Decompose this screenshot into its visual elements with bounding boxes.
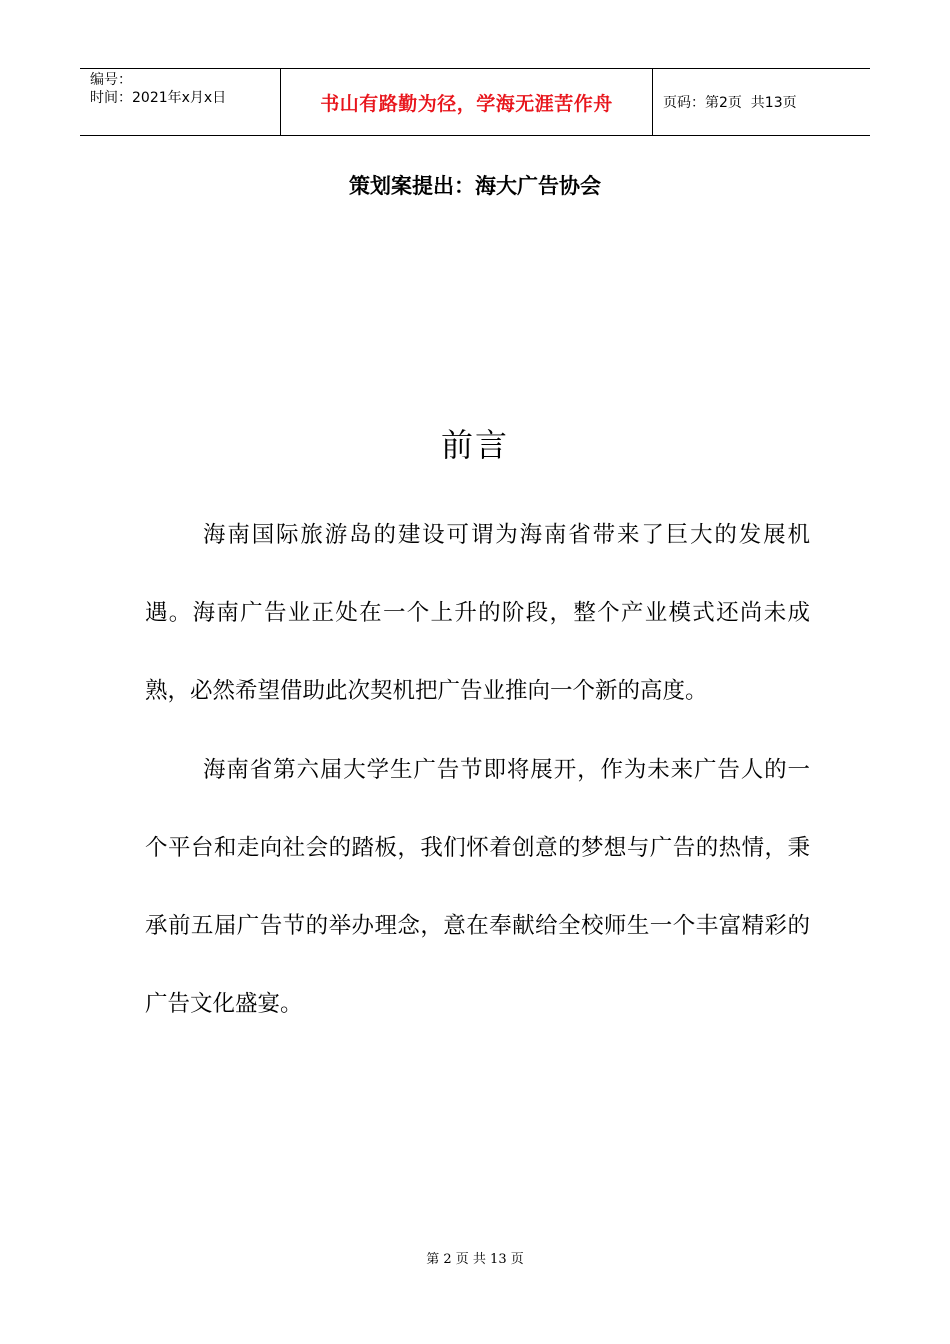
document-header xyxy=(80,68,870,136)
proposer-heading: 策划案提出：海大广告协会 xyxy=(349,174,601,198)
header-meta-cell xyxy=(80,69,281,135)
paragraph: 海南省第六届大学生广告节即将展开，作为未来广告人的一个平台和走向社会的踏板，我们怀着创意的梦想与广告的热情，秉承前五届广告节的举办理念，意在奉献给全校师生一个丰富精彩的广告文化盛宴。 xyxy=(145,757,810,1017)
page-footer: 第 2 页 共 13 页 xyxy=(426,1252,524,1267)
header-motto: 书山有路勤为径，学海无涯苦作舟 xyxy=(320,92,613,115)
document-time-label: 时间：2021年x月x日 xyxy=(90,90,227,106)
header-page-cell xyxy=(653,69,870,135)
document-number-label: 编号： xyxy=(90,72,132,88)
header-page-info: 页码：第2页 共13页 xyxy=(663,95,797,111)
header-motto-cell xyxy=(281,69,653,135)
section-title: 前言 xyxy=(440,426,509,464)
paragraph: 海南国际旅游岛的建设可谓为海南省带来了巨大的发展机遇。海南广告业正处在一个上升的阶段，整个产业模式还尚未成熟，必然希望借助此次契机把广告业推向一个新的高度。 xyxy=(145,522,810,704)
